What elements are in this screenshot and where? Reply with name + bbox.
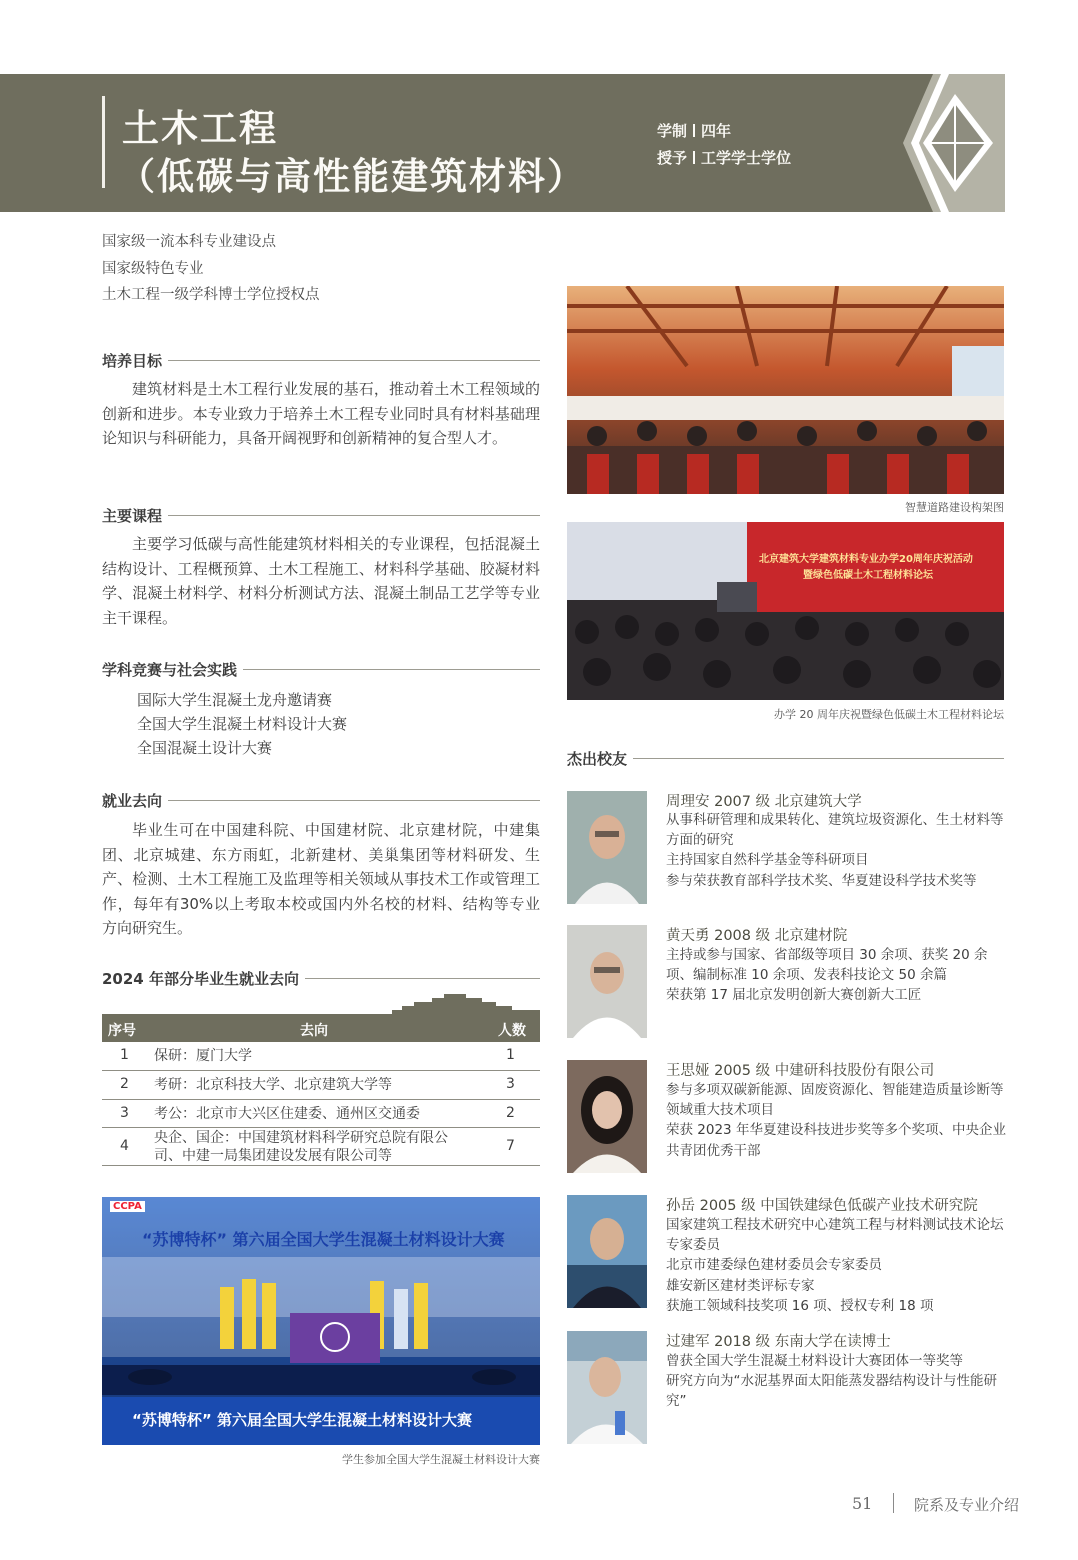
forum-banner-line2: 暨绿色低碳土木工程材料论坛 bbox=[803, 570, 933, 581]
credential-item: 国家级特色专业 bbox=[102, 261, 204, 277]
meeting-photo-art bbox=[567, 286, 1004, 494]
alumni-heading bbox=[567, 748, 1004, 768]
competition-item: 全国混凝土设计大赛 bbox=[137, 739, 273, 757]
table-row bbox=[102, 1042, 540, 1071]
employment-heading bbox=[102, 968, 540, 988]
forum-photo-caption: 办学 20 周年庆祝暨绿色低碳土木工程材料论坛 bbox=[774, 708, 1004, 721]
ccpa-logo: CCPA bbox=[110, 1201, 145, 1212]
row-count: 2 bbox=[506, 1105, 515, 1121]
degree-value: 工学学士学位 bbox=[701, 149, 792, 167]
competition-banner-text: “苏博特杯” 第六届全国大学生混凝土材料设计大赛 bbox=[142, 1230, 505, 1249]
table-row bbox=[102, 1128, 540, 1166]
alumni-photo-3 bbox=[567, 1060, 647, 1173]
forum-banner-line1: 北京建筑大学建筑材料专业办学20周年庆祝活动 bbox=[759, 554, 973, 565]
skyline-decoration bbox=[392, 994, 540, 1016]
alumni-desc-1: 从事科研管理和成果转化、建筑垃圾资源化、生土材料等方面的研究 主持国家自然科学基金等科研项目 参与荣获教育部科学技术奖、华夏建设科学技术奖等 bbox=[666, 812, 1004, 889]
alumni-name-2: 黄天勇 2008 级 北京建材院 bbox=[666, 928, 848, 944]
footer-divider bbox=[893, 1493, 894, 1513]
alumni-desc-3: 参与多项双碳新能源、固废资源化、智能建造质量诊断等领域重大技术项目 荣获 2023 年华夏建设科技进步奖等多个奖项、中央企业共青团优秀干部 bbox=[666, 1082, 1006, 1159]
competition-photo-caption: 学生参加全国大学生混凝土材料设计大赛 bbox=[342, 1453, 540, 1466]
career-paragraph bbox=[102, 818, 540, 941]
forum-photo-art bbox=[567, 522, 1004, 700]
career-heading-text: 就业去向 bbox=[102, 790, 168, 811]
page-title: 土木工程 bbox=[122, 107, 278, 150]
competition-item: 国际大学生混凝土龙舟邀请赛 bbox=[137, 691, 333, 709]
credential-item: 国家级一流本科专业建设点 bbox=[102, 234, 276, 250]
duration-value: 四年 bbox=[701, 122, 732, 140]
row-no: 1 bbox=[120, 1047, 129, 1063]
alumni-photo-2 bbox=[567, 925, 647, 1038]
row-destination: 考公：北京市大兴区住建委、通州区交通委 bbox=[154, 1106, 420, 1122]
courses-paragraph bbox=[102, 532, 540, 630]
alumni-name-4: 孙岳 2005 级 中国铁建绿色低碳产业技术研究院 bbox=[666, 1198, 978, 1214]
courses-heading-text: 主要课程 bbox=[102, 505, 168, 526]
row-destination: 考研：北京科技大学、北京建筑大学等 bbox=[154, 1077, 392, 1093]
title-accent-bar bbox=[102, 96, 105, 188]
employment-heading-text: 2024 年部分毕业生就业去向 bbox=[102, 968, 305, 989]
footer-section-title: 院系及专业介绍 bbox=[914, 1496, 1020, 1514]
table-header bbox=[102, 1014, 540, 1042]
table-col-no: 序号 bbox=[108, 1023, 136, 1039]
row-count: 1 bbox=[506, 1047, 515, 1063]
alumni-desc-5: 曾获全国大学生混凝土材料设计大赛团体一等奖等 研究方向为“水泥基界面太阳能蒸发器结构设计与性能研究” bbox=[666, 1353, 997, 1410]
competitions-heading-text: 学科竞赛与社会实践 bbox=[102, 659, 243, 680]
competition-photo bbox=[102, 1197, 540, 1445]
credential-item: 土木工程一级学科博士学位授权点 bbox=[102, 287, 320, 303]
alumni-photo-5 bbox=[567, 1331, 647, 1444]
duration-label: 学制 bbox=[657, 122, 688, 140]
courses-text: 主要学习低碳与高性能建筑材料相关的专业课程，包括混凝土结构设计、工程概预算、土木工程施工、材料科学基础、胶凝材料学、混凝土材料学、材料分析测试方法、混凝土制品工艺学等专业主干课程。 bbox=[102, 535, 540, 627]
row-no: 3 bbox=[120, 1105, 129, 1121]
degree-row bbox=[657, 147, 791, 168]
row-no: 2 bbox=[120, 1076, 129, 1092]
goals-text: 建筑材料是土木工程行业发展的基石，推动着土木工程领域的创新和进步。本专业致力于培养土木工程专业同时具有材料基础理论知识与科研能力，具备开阔视野和创新精神的复合型人才。 bbox=[102, 380, 540, 447]
goals-paragraph bbox=[102, 377, 540, 451]
header-geometric-decoration bbox=[893, 74, 1005, 212]
courses-heading bbox=[102, 505, 540, 525]
table-row bbox=[102, 1071, 540, 1100]
table-col-count: 人数 bbox=[498, 1023, 526, 1039]
alumni-name-5: 过建军 2018 级 东南大学在读博士 bbox=[666, 1334, 891, 1350]
alumni-name-1: 周理安 2007 级 北京建筑大学 bbox=[666, 794, 862, 810]
career-text: 毕业生可在中国建科院、中国建材院、北京建材院，中建集团、北京城建、东方雨虹，北新建材、美巢集团等材料研发、生产、检测、土木工程施工及监理等相关领域从事技术工作或管理工作，每年有30%以上考取本校或国内外名校的材料、结构等专业方向研究生。 bbox=[102, 821, 540, 937]
career-heading bbox=[102, 790, 540, 810]
competition-item: 全国大学生混凝土材料设计大赛 bbox=[137, 715, 348, 733]
page-subtitle: （低碳与高性能建筑材料） bbox=[118, 155, 586, 198]
forum-photo bbox=[567, 522, 1004, 700]
goals-heading bbox=[102, 350, 540, 370]
alumni-photo-1 bbox=[567, 791, 647, 904]
goals-heading-text: 培养目标 bbox=[102, 350, 168, 371]
alumni-desc-4: 国家建筑工程技术研究中心建筑工程与材料测试技术论坛专家委员 北京市建委绿色建材委员会专家委员 雄安新区建材类评标专家 获施工领域科技奖项 16 项、授权专利 18 项 bbox=[666, 1217, 1004, 1314]
competitions-heading bbox=[102, 659, 540, 679]
meeting-photo bbox=[567, 286, 1004, 494]
alumni-desc-2: 主持或参与国家、省部级等项目 30 余项、获奖 20 余项、编制标准 10 余项、发表科技论文 50 余篇 荣获第 17 届北京发明创新大赛创新大工匠 bbox=[666, 947, 988, 1004]
row-no: 4 bbox=[120, 1138, 129, 1154]
page-number: 51 bbox=[852, 1494, 873, 1513]
alumni-name-3: 王思娅 2005 级 中建研科技股份有限公司 bbox=[666, 1063, 935, 1079]
alumni-heading-text: 杰出校友 bbox=[567, 748, 633, 769]
row-destination: 央企、国企：中国建筑材料科学研究总院有限公司、中建一局集团建设发展有限公司等 bbox=[154, 1130, 448, 1164]
table-col-destination: 去向 bbox=[300, 1023, 328, 1039]
row-count: 7 bbox=[506, 1138, 515, 1154]
row-count: 3 bbox=[506, 1076, 515, 1092]
competition-banner-text-bottom: “苏博特杯” 第六届全国大学生混凝土材料设计大赛 bbox=[132, 1411, 472, 1429]
row-destination: 保研：厦门大学 bbox=[154, 1048, 252, 1064]
degree-label: 授予 bbox=[657, 149, 688, 167]
duration-row bbox=[657, 120, 731, 141]
meeting-photo-caption: 智慧道路建设构架图 bbox=[905, 501, 1004, 514]
table-row bbox=[102, 1100, 540, 1128]
alumni-photo-4 bbox=[567, 1195, 647, 1308]
